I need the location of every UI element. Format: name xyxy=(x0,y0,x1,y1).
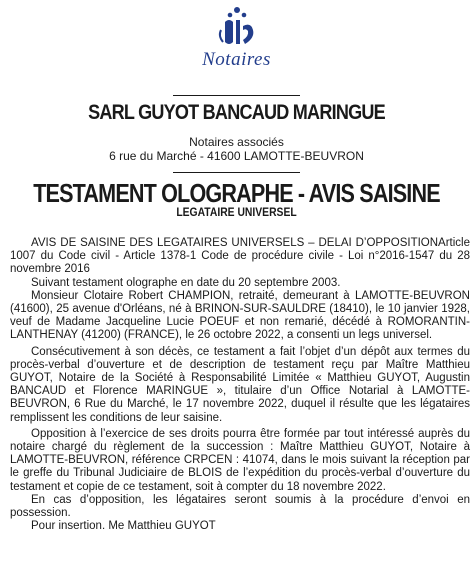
notice-subtitle: LEGATAIRE UNIVERSEL xyxy=(176,207,297,219)
paragraph: Suivant testament olographe en date du 20 septembre 2003. xyxy=(31,276,341,289)
office-name: SARL GUYOT BANCAUD MARINGUE xyxy=(88,101,385,124)
paragraph: Opposition à l’exercice de ses droits pourra être formée par tout intéressé auprès du notaire chargé du règlement de la succession : Maître Matthieu GUYOT, Notaire à LAMOTTE-BEUVRON, référence CRPCEN : 41074, dans le mois suivant la réception par le greffe du Tribunal Judiciaire de BLOIS de l’expédition du procès-verbal d’ouverture du testament et copie de ce testament, soit à compter du 18 novembre 2022. xyxy=(10,427,470,493)
paragraph: Monsieur Clotaire Robert CHAMPION, retraité, demeurant à LAMOTTE-BEUVRON (41600), 25 avenue d'Orléans, né à BRINON-SUR-SAULDRE (18410), le 10 janvier 1928, veuf de Madame Jacqueline Lucie POEUF et non remarié, décédé à ROMORANTIN-LANTHENAY (41200) (FRANCE), le 26 octobre 2022, a consenti un legs universel. xyxy=(10,289,470,342)
paragraph: Pour insertion. Me Matthieu GUYOT xyxy=(31,520,216,533)
paragraph: Consécutivement à son décès, ce testament a fait l’objet d’un dépôt aux termes du procès-verbal d’ouverture et de description de testament reçu par Maître Matthieu GUYOT, Notaire de la Société à Responsabilité Limitée « Matthieu GUYOT, Augustin BANCAUD et Florence MARINGUE », titulaire d’un Office Notarial à LAMOTTE-BEUVRON, 6 Rue du Marché, le 17 novembre 2022, duquel il résulte que les légataires remplissent les conditions de leur saisine. xyxy=(10,345,470,424)
notaires-logo xyxy=(0,4,473,71)
logo-text: Notaires xyxy=(202,49,271,70)
office-details xyxy=(0,135,473,163)
notice-body xyxy=(10,237,470,533)
office-address: 6 rue du Marché - 41600 LAMOTTE-BEUVRON xyxy=(109,149,364,163)
notaires-emblem-icon xyxy=(215,4,259,50)
notice-title: TESTAMENT OLOGRAPHE - AVIS SAISINE xyxy=(33,178,440,208)
top-rule xyxy=(173,95,300,96)
paragraph: AVIS DE SAISINE DES LEGATAIRES UNIVERSELS – DELAI D’OPPOSITIONArticle 1007 du Code civil - Article 1378-1 Code de procédure civile - Loi n°2016-1547 du 28 novembre 2016 xyxy=(10,237,470,276)
paragraph: En cas d’opposition, les légataires seront soumis à la procédure d’envoi en possession. xyxy=(10,493,470,520)
middle-rule xyxy=(173,172,300,173)
office-subtitle: Notaires associés xyxy=(189,135,284,149)
